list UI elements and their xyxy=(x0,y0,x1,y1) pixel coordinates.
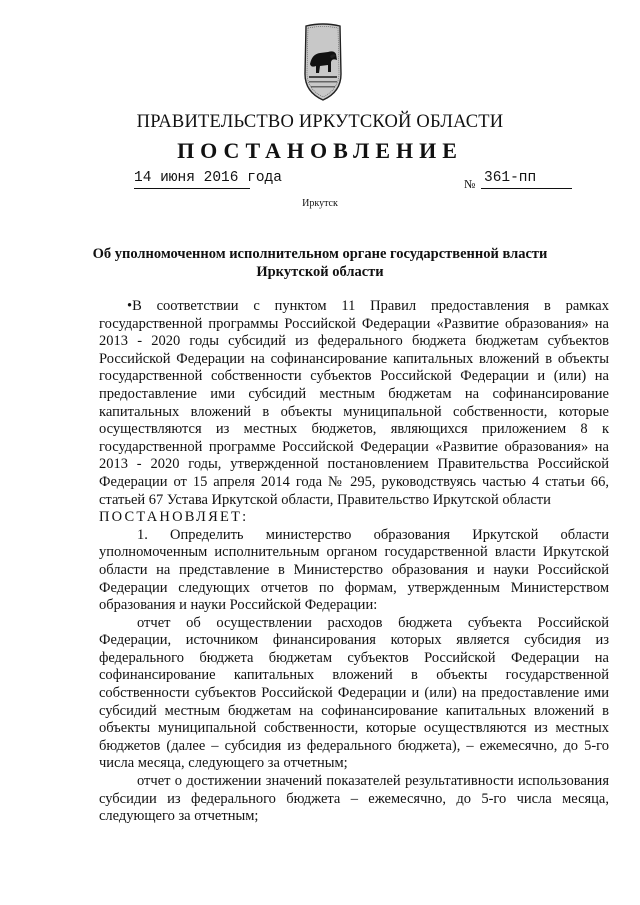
number-sign: № xyxy=(464,177,476,191)
city-name: Иркутск xyxy=(302,198,338,209)
report-1-paragraph: отчет об осуществлении расходов бюджета субъекта Российской Федерации, источником финансирования которых является субсидия из федерального бюджета бюджетам субъектов Российской Федерации на софинансирование капитальных вложений в объекты государственной собственности субъектов Российской Федерации и (или) на предоставление ими субсидий местным бюджетам на софинансирование капитальных вложений в объекты муниципальной собственности, которые осуществляются из местных бюджетов (далее – субсидия из федерального бюджета), – ежемесячно, до 5-го числа месяца, следующего за отчетным; xyxy=(99,614,609,772)
resolves-heading: ПОСТАНОВЛЯЕТ: xyxy=(99,509,249,526)
document-title: Об уполномоченном исполнительном органе государственной власти Иркутской области xyxy=(92,246,548,280)
document-type: ПОСТАНОВЛЕНИЕ xyxy=(177,138,463,163)
document-number: 361-пп xyxy=(481,170,572,189)
preamble-paragraph: •В соответствии с пунктом 11 Правил предоставления в рамках государственной программы Российской Федерации «Развитие образования» на 2013 - 2020 годы субсидий из федерального бюджета бюджетам субъектов Российской Федерации на софинансирование капитальных вложений в объекты государственной собственности субъектов Российской Федерации и (или) на предоставление ими субсидий местным бюджетам на софинансирование капитальных вложений в объекты муниципальной собственности, которые осуществляются из местных бюджетов, являющихся приложением 8 к государственной программе Российской Федерации «Развитие образования» на 2013 - 2020 годы, утвержденной постановлением Правительства Российской Федерации от 15 апреля 2014 года № 295, руководствуясь частью 4 статьи 66, статьей 67 Устава Иркутской области, Правительство Иркутской области xyxy=(99,298,609,508)
report-2-paragraph: отчет о достижении значений показателей результативности использования субсидии из федерального бюджета – ежемесячно, до 5-го числа месяца, следующего за отчетным; xyxy=(99,773,609,825)
document-body xyxy=(99,298,609,826)
coat-of-arms-emblem xyxy=(298,20,348,108)
document-date: 14 июня 2016 года xyxy=(134,170,250,189)
government-name: ПРАВИТЕЛЬСТВО ИРКУТСКОЙ ОБЛАСТИ xyxy=(136,112,504,132)
item-1-paragraph: 1. Определить министерство образования Иркутской области уполномоченным исполнительным органом государственной власти Иркутской области на представление в Министерство образования и науки Российской Федерации следующих отчетов по формам, утвержденным Министерством образования и науки Российской Федерации: xyxy=(99,526,609,614)
